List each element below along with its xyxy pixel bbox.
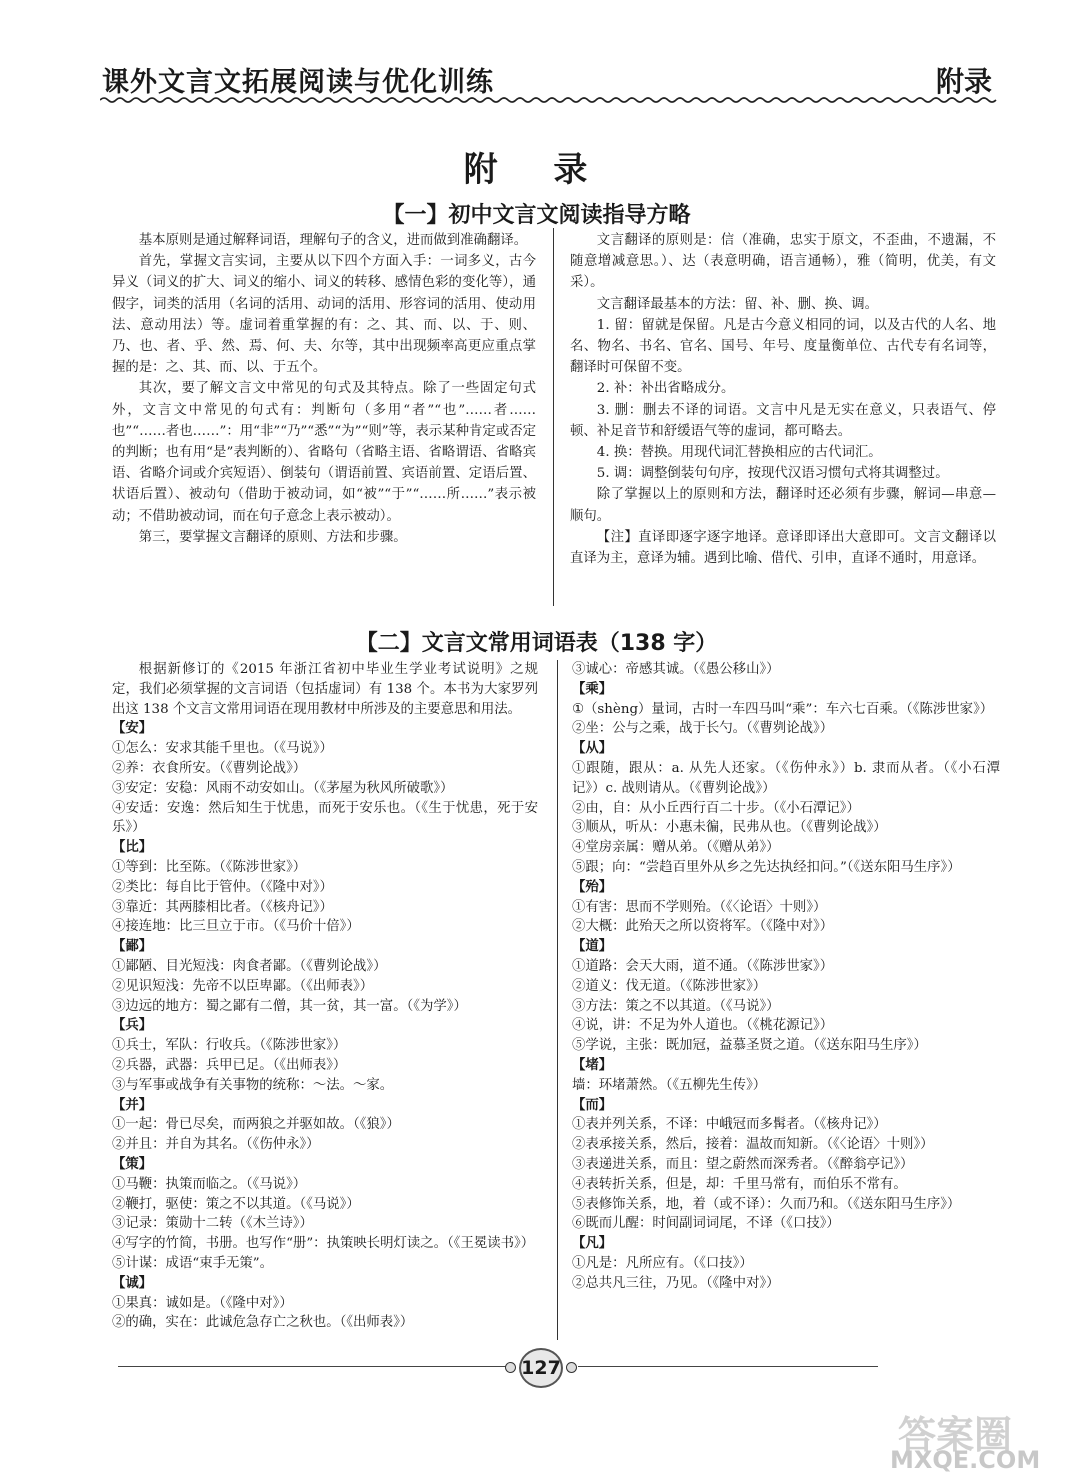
entry-sense: ①一起：骨已尽矣，而两狼之并驱如故。（《狼》） [112, 1117, 400, 1133]
entry-sense: ①凡是：凡所应有。（《口技》） [572, 1255, 753, 1271]
entry-sense: ④安适：安逸：然后知生于忧患，而死于安乐也。（《生于忧患，死于安乐》） [112, 800, 538, 836]
paragraph: 文言翻译的原则是：信（准确，忠实于原文，不歪曲，不遗漏，不随意增减意思。）、达（表意明确，语言通畅），雅（简明，优美，有文采）。 [570, 233, 996, 291]
entry-sense: ⑤学说，主张：既加冠，益慕圣贤之道。（《送东阳马生序》） [572, 1038, 927, 1054]
entry-sense: ①表并列关系，不译：中峨冠而多髯者。（《核舟记》） [572, 1117, 887, 1133]
entry-sense: ①怎么：安求其能千里也。（《马说》） [112, 741, 333, 757]
entry-sense: ②道义：伐无道。（《陈涉世家》） [572, 978, 767, 994]
entry-sense: ⑤跟；向：“尝趋百里外从乡之先达执经扣问。”（《送东阳马生序》） [572, 859, 961, 875]
part2-left-column [112, 660, 538, 1333]
entry-sense: ①等到：比至陈。（《陈涉世家》） [112, 859, 307, 875]
entry-headword: 【堵】 [572, 1056, 613, 1073]
entry-sense: ①跟随，跟从：a. 从先人还家。（《伤仲永》）b. 隶而从者。（《小石潭记》）c. 战则请从。（《曹刿论战》） [572, 760, 1000, 796]
part1-right-column [570, 230, 996, 569]
paragraph: 4. 换：替换。用现代词汇替换相应的古代词汇。 [596, 445, 882, 461]
column-divider [557, 660, 558, 1340]
entry-headword: 【安】 [112, 720, 153, 737]
entry-headword: 【策】 [112, 1155, 153, 1172]
footer-ornament [566, 1362, 577, 1373]
entry-headword: 【诚】 [112, 1274, 153, 1291]
entry-sense: ②大概：此殆天之所以资将军。（《隆中对》） [572, 919, 834, 935]
entry-sense: ①马鞭：执策而临之。（《马说》） [112, 1176, 307, 1192]
paragraph: 1. 留：留就是保留。凡是古今意义相同的词，以及古代的人名、地名、物名、书名、官名、国号、年号、度量衡单位、古代专有名词等，翻译时可保留不变。 [570, 317, 996, 376]
part1-heading: 【一】初中文言文阅读指导方略 [382, 203, 691, 228]
paragraph: 除了掌握以上的原则和方法，翻译时还必须有步骤，解词—串意—顺句。 [570, 487, 996, 524]
part2-heading: 【二】文言文常用词语表（138 字） [355, 631, 718, 656]
paragraph: 文言翻译最基本的方法：留、补、删、换、调。 [596, 296, 878, 312]
column-divider [553, 228, 554, 606]
entry-sense: ①道路：会天大雨，道不通。（《陈涉世家》） [572, 958, 834, 974]
entry-sense: ②总共凡三往，乃见。（《隆中对》） [572, 1275, 780, 1291]
running-header [100, 60, 1000, 102]
watermark-text: 答案圈 [898, 1413, 1013, 1457]
entry-sense: ④写字的竹简，书册。也写作“册”：执策映长明灯读之。（《王冕读书》） [112, 1236, 535, 1252]
entry-sense: 墙：环堵萧然。（《五柳先生传》） [572, 1077, 767, 1093]
paragraph: 其次，要了解文言文中常见的句式及其特点。除了一些固定句式外，文言文中常见的句式有：判断句（多用“者”“也”……者……也”“……者也……”：用“非”“乃”“悉”“为”“则”等，表示某种肯定或否定的判断；也有用“是”表判断的）、省略句（省略主语、省略谓语、省略宾语、省略介词或介宾短语）、倒装句（谓语前置、宾语前置、定语后置、状语后置）、被动句（借助于被动词，如“被”“于”“……所……”表示被动；不借助被动词，而在句子意念上表示被动）。 [112, 381, 536, 524]
entry-sense: ③诚心：帝感其诚。（《愚公移山》） [572, 662, 780, 677]
paragraph: 基本原则是通过解释词语，理解句子的含义，进而做到准确翻译。 [138, 233, 528, 248]
entry-headword: 【乘】 [572, 680, 613, 697]
entry-sense: ②的确，实在：此诚危急存亡之秋也。（《出师表》） [112, 1315, 414, 1331]
paragraph: 3. 删：删去不译的词语。文言中凡是无实在意义，只表语气、停顿、补足音节和舒缓语气等的虚词，都可略去。 [570, 402, 996, 439]
entry-headword: 【凡】 [572, 1235, 613, 1252]
entry-sense: ②坐：公与之乘，战于长勺。（《曹刿论战》） [572, 721, 834, 737]
entry-headword: 【从】 [572, 740, 613, 757]
entry-headword: 【而】 [572, 1096, 613, 1113]
entry-sense: ③靠近：其两膝相比者。（《核舟记》） [112, 899, 333, 915]
entry-sense: ③边远的地方：蜀之鄙有二僧，其一贫，其一富。（《为学》） [112, 998, 467, 1014]
paragraph: 【注】直译即逐字逐字地译。意译即译出大意即可。文言文翻译以直译为主，意译为辅。遇到比喻、借代、引申，直译不通时，用意译。 [570, 529, 996, 567]
entry-sense: ④表转折关系，但是，却：千里马常有，而伯乐不常有。 [572, 1176, 907, 1192]
entry-sense: ②养：衣食所安。（《曹刿论战》） [112, 760, 307, 776]
entry-sense: ⑤表修饰关系，地，着（或不译）：久而乃和。（《送东阳马生序》） [572, 1196, 961, 1212]
entry-headword: 【鄙】 [112, 938, 153, 955]
entry-sense: ②并且：并自为其名。（《伤仲永》） [112, 1137, 320, 1153]
entry-sense: ③表递进关系，而且：望之蔚然而深秀者。（《醉翁亭记》） [572, 1156, 914, 1172]
entry-sense: ②表承接关系，然后，接着：温故而知新。（《〈论语〉十则》） [572, 1137, 934, 1153]
entry-sense: ②鞭打，驱使：策之不以其道。（《马说》） [112, 1196, 360, 1212]
footer-rule-right [578, 1366, 878, 1367]
entry-sense: ④说，讲：不足为外人道也。（《桃花源记》） [572, 1018, 834, 1034]
part2-right-column [572, 660, 1000, 1294]
entry-sense: ⑤计谋：成语“束手无策”。 [112, 1255, 273, 1271]
section-label: 附录 [935, 65, 992, 98]
entry-sense: ①鄙陋、目光短浅：肉食者鄙。（《曹刿论战》） [112, 958, 387, 974]
intro-paragraph: 根据新修订的《2015 年浙江省初中毕业生学业考试说明》之规定，我们必须掌握的文言词语（包括虚词）有 138 个。本书为大家罗列出这 138 个文言文常用词语在现用教材中所涉及的主要意思和用法。 [112, 662, 538, 717]
paragraph: 2. 补：补出省略成分。 [596, 381, 735, 397]
entry-sense: ③方法：策之不以其道。（《马说》） [572, 998, 780, 1014]
entry-sense: ②见识短浅：先帝不以臣卑鄙。（《出师表》） [112, 978, 374, 994]
entry-sense: ③安定：安稳：风雨不动安如山。（《茅屋为秋风所破歌》） [112, 780, 454, 796]
footer-rule-left [118, 1366, 506, 1367]
entry-sense: ③顺从，听从：小惠未徧，民弗从也。（《曹刿论战》） [572, 820, 887, 836]
part1-left-column [112, 230, 536, 548]
entry-headword: 【殆】 [572, 878, 613, 895]
entry-headword: 【道】 [572, 938, 613, 955]
watermark-logo [880, 1402, 1060, 1474]
entry-sense: ④接连地：比三旦立于市。（《马价十倍》） [112, 919, 360, 935]
entry-sense: ⑥既而儿醒：时间副词词尾，不译（《口技》） [572, 1216, 840, 1232]
entry-headword: 【兵】 [112, 1017, 153, 1034]
paragraph: 5. 调：调整倒装句句序，按现代汉语习惯句式将其调整过。 [596, 466, 949, 482]
footer-ornament [505, 1362, 516, 1373]
entry-sense: ①兵士，军队：行收兵。（《陈涉世家》） [112, 1038, 347, 1054]
entry-sense: ①（shèng）量词，古时一车四马叫“乘”：车六七百乘。（《陈涉世家》） [572, 701, 994, 717]
entry-sense: ②由，自：从小丘西行百二十步。（《小石潭记》） [572, 800, 860, 816]
book-title: 课外文言文拓展阅读与优化训练 [102, 67, 494, 98]
entry-sense: ③记录：策勋十二转（《木兰诗》） [112, 1216, 313, 1232]
entry-sense: ②类比：每自比于管仲。（《隆中对》） [112, 879, 333, 895]
paragraph: 首先，掌握文言实词，主要从以下四个方面入手：一词多义，古今异义（词义的扩大、词义的缩小、词义的转移、感情色彩的变化等），通假字，词类的活用（名词的活用、动词的活用、形容词的活用、使动用法、意动用法）等。虚词着重掌握的有：之、其、而、以、于、则、乃、也、者、乎、然、焉、何、夫、尔等，其中出现频率高更应重点掌握的是：之、其、而、以、于五个。 [112, 254, 536, 376]
watermark-url: MXQE.COM [890, 1446, 1041, 1474]
entry-sense: ①有害：思而不学则殆。（《〈论语〉十则》） [572, 899, 827, 915]
entry-sense: ③与军事或战争有关事物的统称：～法。～家。 [112, 1077, 394, 1093]
page-title: 附 录 [463, 150, 610, 190]
page-number: 127 [519, 1348, 563, 1388]
paragraph: 第三，要掌握文言翻译的原则、方法和步骤。 [138, 529, 407, 545]
entry-sense: ①果真：诚如是。（《隆中对》） [112, 1295, 293, 1311]
entry-headword: 【比】 [112, 839, 153, 856]
entry-sense: ②兵器，武器：兵甲已足。（《出师表》） [112, 1057, 347, 1073]
header-wave-rule [100, 96, 1000, 104]
entry-sense: ④堂房亲属：赠从弟。（《赠从弟》） [572, 840, 780, 856]
entry-headword: 【并】 [112, 1096, 153, 1113]
